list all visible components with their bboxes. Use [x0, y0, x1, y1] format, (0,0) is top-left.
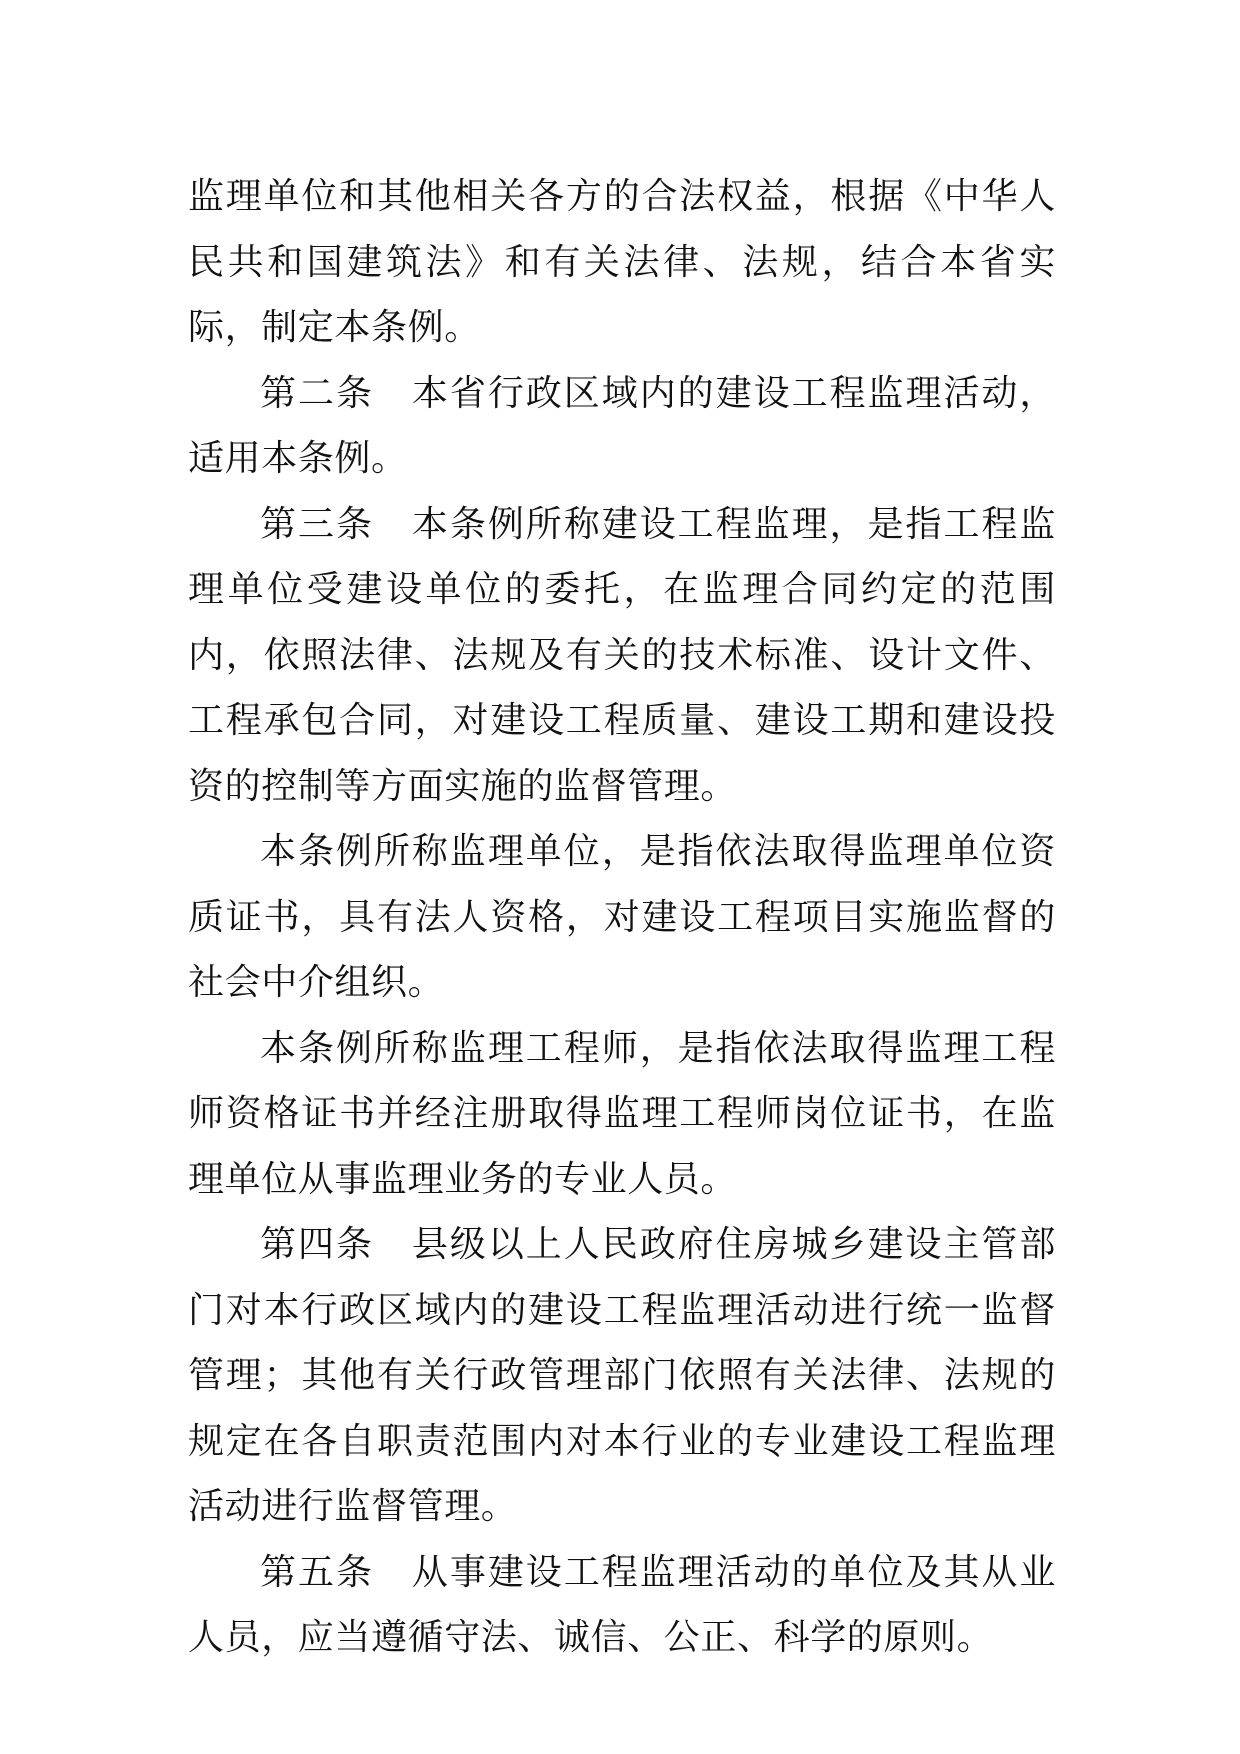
paragraph-supervision-unit-definition: 本条例所称监理单位，是指依法取得监理单位资质证书，具有法人资格，对建设工程项目实施监督的社会中介组织。 [188, 831, 1056, 1003]
paragraph-supervision-engineer-definition: 本条例所称监理工程师，是指依法取得监理工程师资格证书并经注册取得监理工程师岗位证书，在监理单位从事监理业务的专业人员。 [188, 1027, 1056, 1200]
paragraph-article-5: 第五条 从事建设工程监理活动的单位及其从业人员，应当遵循守法、诚信、公正、科学的原则。 [188, 1551, 1056, 1658]
document-body [188, 164, 1056, 1671]
paragraph-article-3: 第三条 本条例所称建设工程监理，是指工程监理单位受建设单位的委托，在监理合同约定的范围内，依照法律、法规及有关的技术标准、设计文件、工程承包合同，对建设工程质量、建设工期和建设投资的控制等方面实施的监督管理。 [188, 503, 1056, 807]
paragraph-continuation: 监理单位和其他相关各方的合法权益，根据《中华人民共和国建筑法》和有关法律、法规，结合本省实际，制定本条例。 [188, 176, 1056, 348]
paragraph-article-4: 第四条 县级以上人民政府住房城乡建设主管部门对本行政区域内的建设工程监理活动进行统一监督管理；其他有关行政管理部门依照有关法律、法规的规定在各自职责范围内对本行业的专业建设工程监理活动进行监督管理。 [188, 1224, 1056, 1527]
paragraph-article-2: 第二条 本省行政区域内的建设工程监理活动，适用本条例。 [188, 372, 1056, 479]
